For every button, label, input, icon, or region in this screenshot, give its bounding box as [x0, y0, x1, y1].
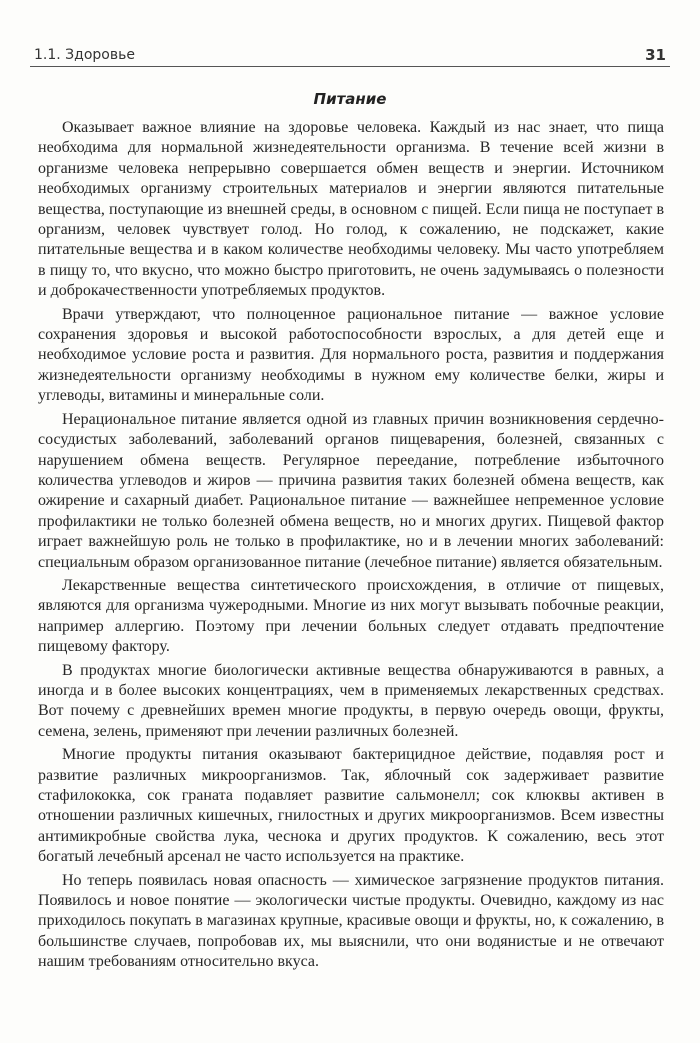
paragraph: Лекарственные вещества синтетического происхождения, в отличие от пищевых, являются для организма чужеродными. Многие из них могут вызывать побочные реакции, например аллергию. Поэтому при лечении больных следует отдавать предпочтение пищевому фактору. — [38, 576, 664, 656]
paragraph: Врачи утверждают, что полноценное рациональное питание — важное условие сохранения здоровья и высокой работоспособности взрослых, а для детей еще и необходимое условие роста и развития. Для нормального роста, развития и поддержания жизнедеятельности организму необходимы в нужном ему количестве белки, жиры и углеводы, витамины и минеральные соли. — [38, 305, 664, 405]
paragraph: Многие продукты питания оказывают бактерицидное действие, подавляя рост и развитие различных микроорганизмов. Так, яблочный сок задерживает развитие стафилококка, сок граната подавляет развитие сальмонелл; сок клюквы активен в отношении различных кишечных, гнилостных и других микроорганизмов. Всем известны антимикробные свойства лука, чеснока и других продуктов. К сожалению, весь этот богатый лечебный арсенал не часто используется на практике. — [38, 746, 664, 866]
paragraph: В продуктах многие биологически активные вещества обнаруживаются в равных, а иногда и в более высоких концентрациях, чем в применяемых лекарственных средствах. Вот почему с древнейших времен многие продукты, в первую очередь овощи, фрукты, семена, зелень, применяют при лечении различных болезней. — [38, 661, 664, 740]
chapter-heading: Питание — [313, 90, 387, 108]
section-title: 1.1. Здоровье — [34, 47, 135, 63]
body-text — [38, 118, 664, 976]
paragraph: Нерациональное питание является одной из главных причин возникновения сердечно-сосудистых заболеваний, заболеваний органов пищеварения, болезней, связанных с нарушением обмена веществ. Регулярное переедание, потребление избыточного количества углеводов и жиров — причина развития таких болезней обмена веществ, как ожирение и сахарный диабет. Рациональное питание — важнейшее непременное условие профилактики не только болезней обмена веществ, но и многих других. Пищевой фактор играет важнейшую роль не только в профилактике, но и в лечении многих заболеваний: специальным образом организованное питание (лечебное питание) является обязательным. — [38, 410, 664, 571]
running-header — [30, 44, 670, 67]
page-number: 31 — [645, 46, 666, 64]
paragraph: Но теперь появилась новая опасность — химическое загрязнение продуктов питания. Появилось и новое понятие — экологически чистые продукты. Очевидно, каждому из нас приходилось покупать в магазинах крупные, красивые овощи и фрукты, но, к сожалению, в большинстве случаев, попробовав их, мы выяснили, что они водянистые и не отвечают нашим требованиям относительно вкуса. — [38, 871, 664, 971]
paragraph: Оказывает важное влияние на здоровье человека. Каждый из нас знает, что пища необходима для нормальной жизнедеятельности организма. В течение всей жизни в организме человека непрерывно совершается обмен веществ и энергии. Источником необходимых организму строительных материалов и энергии являются питательные вещества, поступающие из внешней среды, в основном с пищей. Если пища не поступает в организм, человек чувствует голод. Но голод, к сожалению, не подскажет, какие питательные вещества и в каком количестве необходимы человеку. Мы часто употребляем в пищу то, что вкусно, что можно быстро приготовить, не очень задумываясь о полезности и доброкачественности употребляемых продуктов. — [38, 119, 664, 300]
